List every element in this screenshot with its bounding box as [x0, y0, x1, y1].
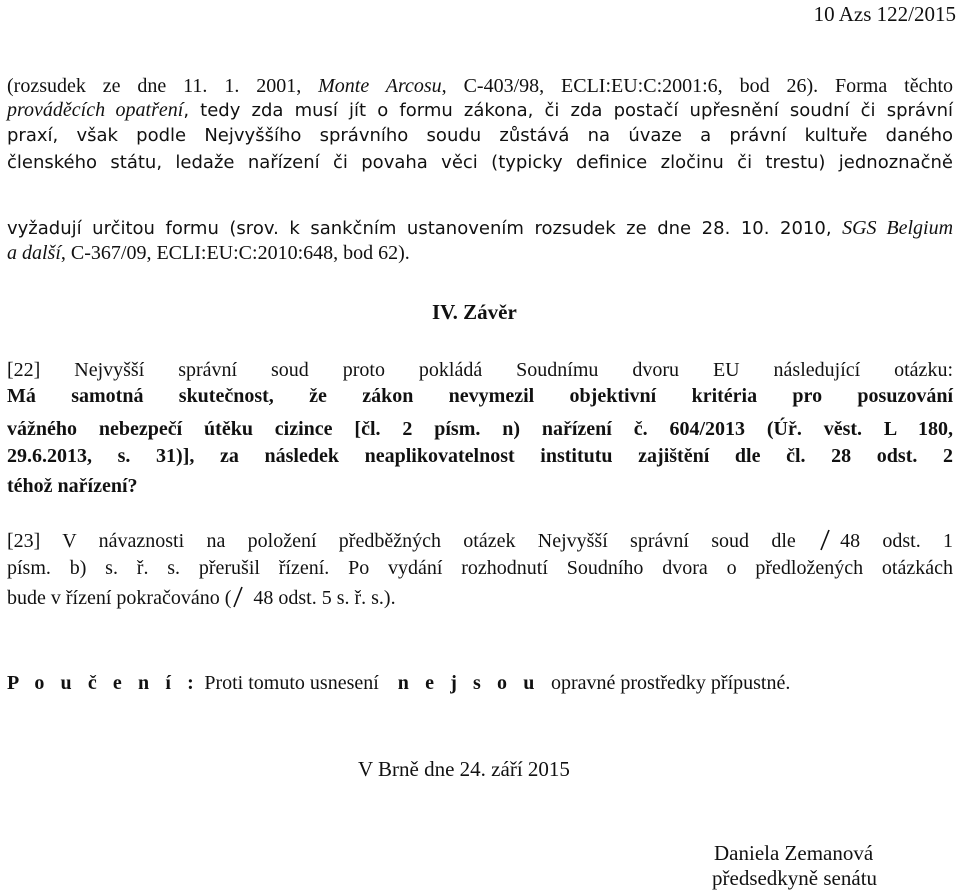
notice-text: Proti tomuto usnesení [199, 672, 384, 694]
para23-line1: [23] V návaznosti na položení předběžných otázek Nejvyšší správní soud dle 48 odst. 1 [7, 530, 954, 552]
section-sign-icon [231, 586, 247, 608]
para22-line4: 29.6.2013, s. 31)], za následek neaplikovatelnost institutu zajištění dle čl. 28 odst. 2 [7, 445, 953, 467]
para22-line2: Má samotná skutečnost, že zákon nevymezil objektivní kritéria pro posuzování [7, 385, 953, 407]
notice-text-end: opravné prostředky přípustné. [545, 672, 791, 694]
legal-notice [7, 670, 953, 696]
place-date: V Brně dne 24. září 2015 [358, 757, 570, 781]
section-sign-icon [818, 529, 834, 551]
para22-line1: [22] Nejvyšší správní soud proto pokládá Soudnímu dvoru EU následující otázku: [7, 359, 953, 381]
para1-line2: prováděcích opatření, tedy zda musí jít o formu zákona, či zda postačí upřesnění soudní či správní [7, 99, 953, 121]
para1-line4: členského státu, ledaže nařízení či povaha věci (typicky definice zločinu či trestu) jednoznačně [7, 152, 953, 173]
para1-line5-text: vyžadují určitou formu (srov. k sankčním ustanovením rozsudek ze dne 28. 10. 2010, SGS Belgium [7, 217, 954, 239]
para23-line2: písm. b) s. ř. s. přerušil řízení. Po vydání rozhodnutí Soudního dvora o předložených otázkách [7, 557, 953, 579]
signer-name: Daniela Zemanová [714, 841, 874, 865]
para1-line3: praxí, však podle Nejvyššího správního soudu zůstává na úvaze a právní kultuře daného [7, 125, 953, 146]
signer-role: předsedkyně senátu [712, 866, 878, 890]
para23-line3: bude v řízení pokračováno ( 48 odst. 5 s. ř. s.). [7, 587, 396, 609]
para22-line5: téhož nařízení? [7, 475, 138, 497]
para1-line6: a další, C-367/09, ECLI:EU:C:2010:648, bod 62). [7, 242, 410, 264]
notice-label: P o u č e n í : [7, 672, 200, 694]
para1-line1: (rozsudek ze dne 11. 1. 2001, Monte Arcosu, C-403/98, ECLI:EU:C:2001:6, bod 26). Forma těchto [7, 75, 953, 97]
section-heading: IV. Závěr [432, 300, 517, 324]
case-number: 10 Azs 122/2015 [813, 2, 956, 26]
notice-emphasis: n e j s o u [397, 672, 540, 694]
para22-line3: vážného nebezpečí útěku cizince [čl. 2 písm. n) nařízení č. 604/2013 (Úř. věst. L 180, [7, 418, 953, 440]
